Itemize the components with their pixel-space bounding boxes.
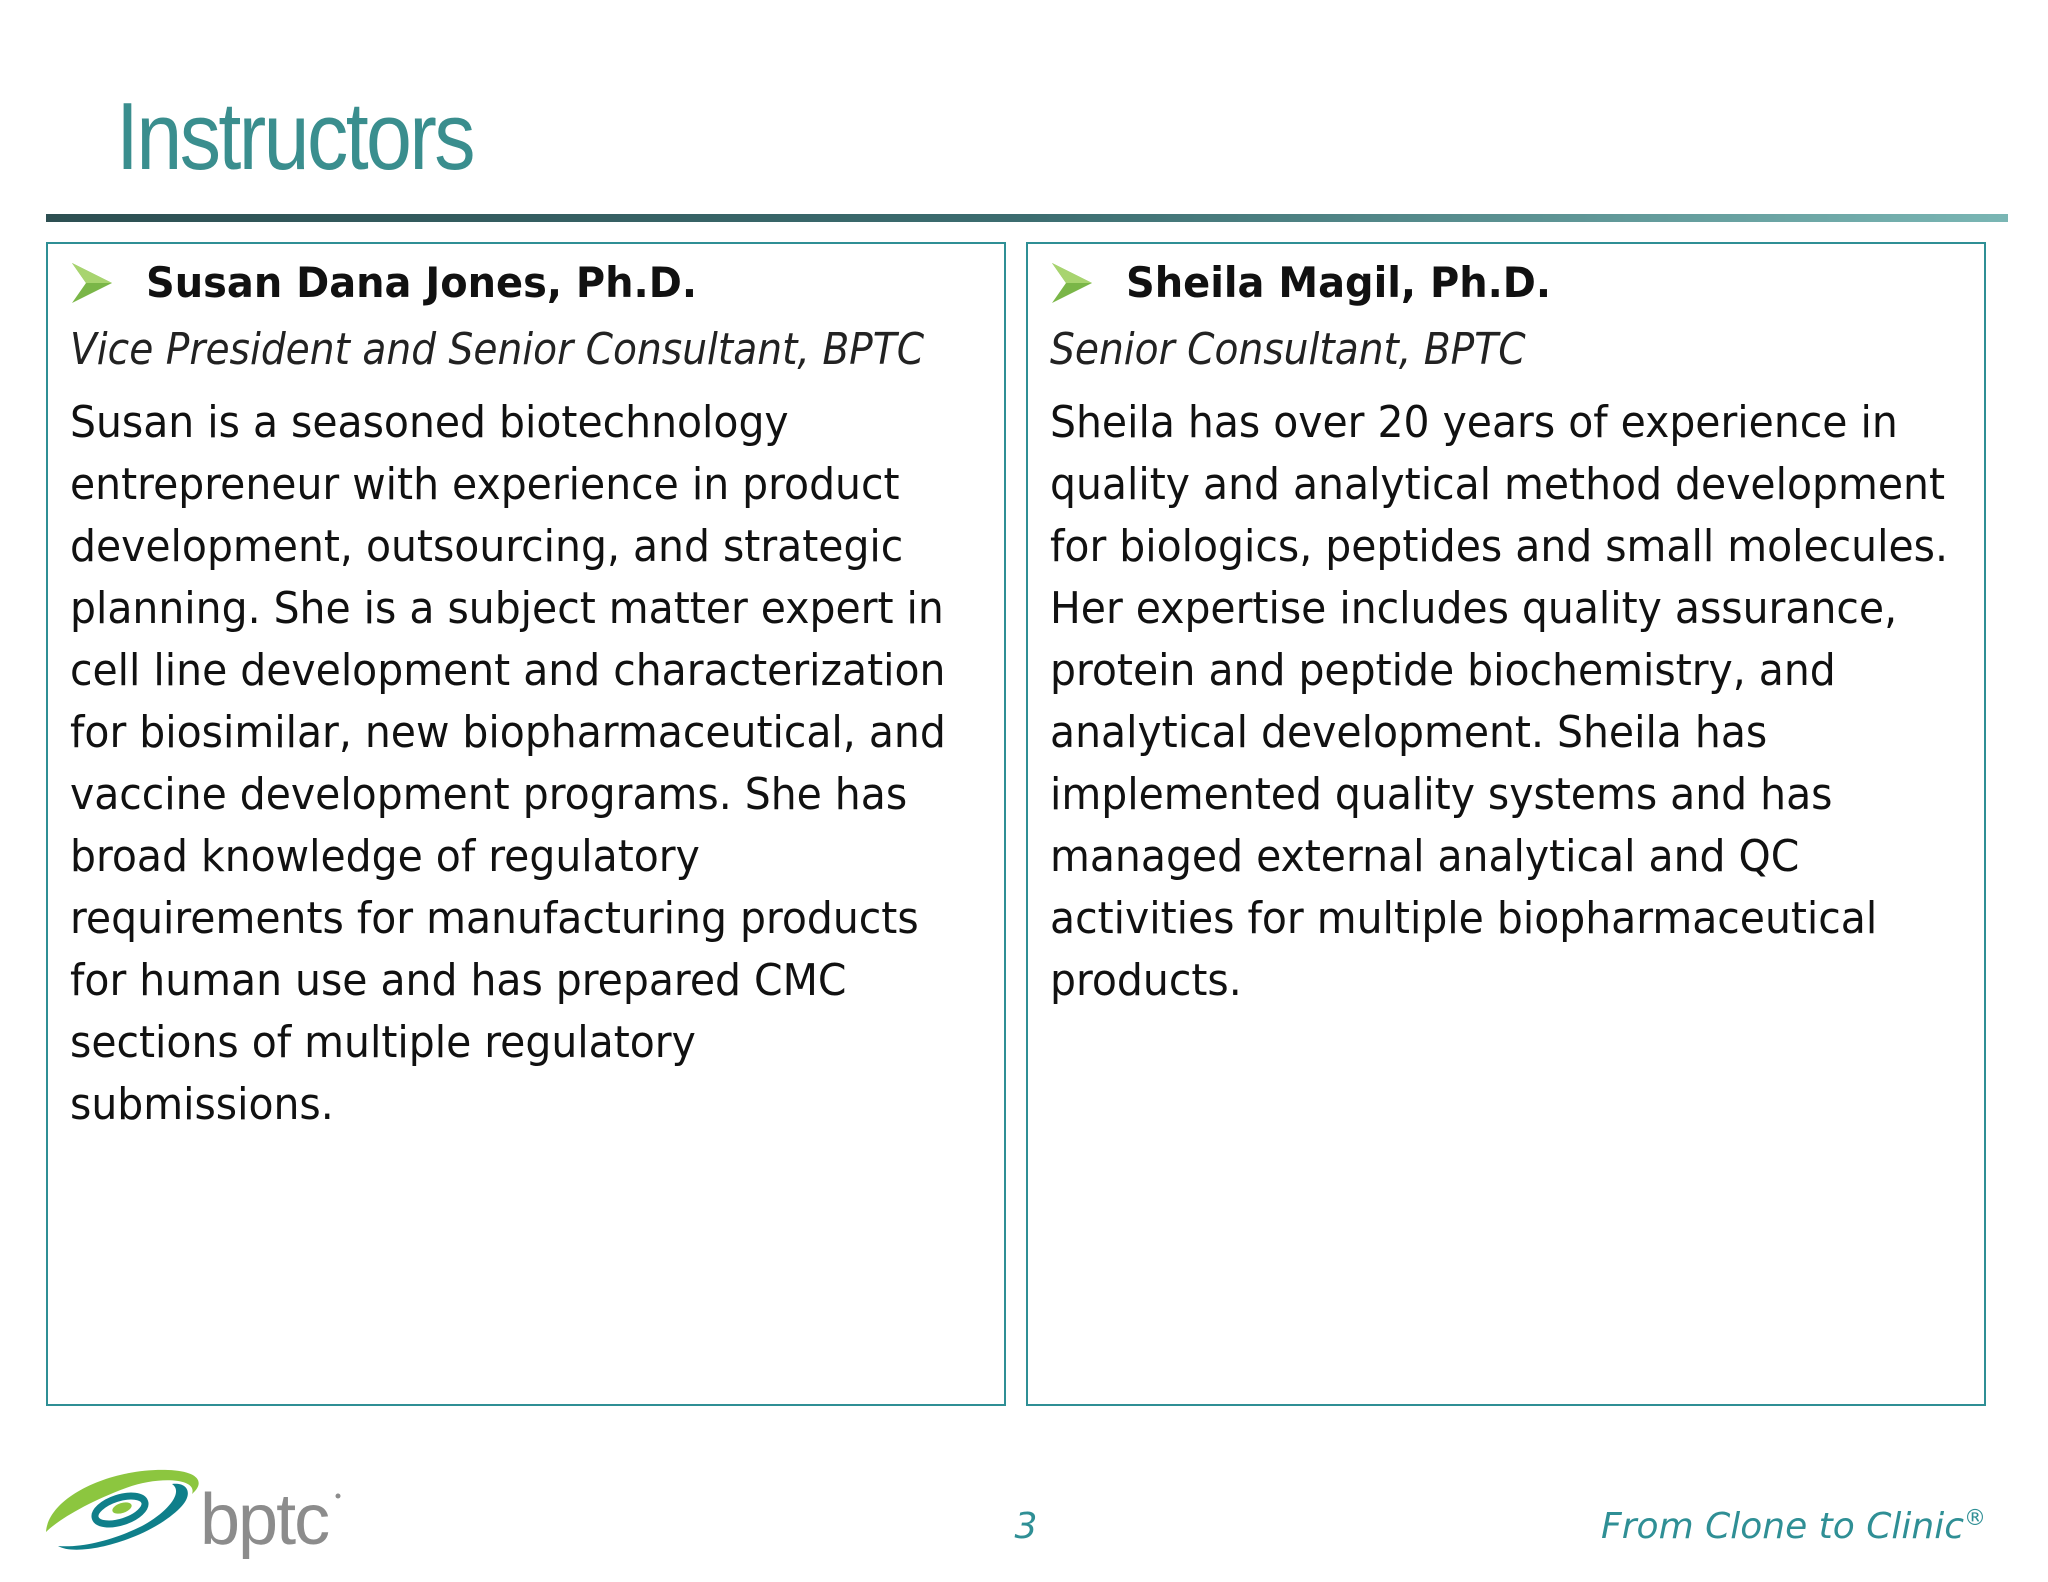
bio-line: sections of multiple regulatory <box>70 1017 696 1068</box>
swirl-logo-icon <box>46 1470 199 1550</box>
instructor-panel-sheila <box>1026 242 1986 1406</box>
bio-line: broad knowledge of regulatory <box>70 831 700 882</box>
bptc-logo <box>38 1448 358 1568</box>
bio-line: Sheila has over 20 years of experience in <box>1050 397 1898 448</box>
instructor-name-row <box>1050 258 1573 307</box>
bio-line: quality and analytical method development <box>1050 459 1945 510</box>
instructor-bio <box>70 392 946 1136</box>
bio-line: planning. She is a subject matter expert in <box>70 583 944 634</box>
bio-line: activities for multiple biopharmaceutical <box>1050 893 1878 944</box>
logo-wordmark: bptc <box>200 1480 329 1560</box>
bio-line: for biosimilar, new biopharmaceutical, and <box>70 707 946 758</box>
tagline <box>1601 1506 1986 1547</box>
slide-title: Instructors <box>116 83 474 190</box>
bio-line: implemented quality systems and has <box>1050 769 1833 820</box>
instructor-role: Vice President and Senior Consultant, BPTC <box>70 324 925 375</box>
title-divider <box>46 214 2008 222</box>
bio-line: for human use and has prepared CMC <box>70 955 847 1006</box>
page-number: 3 <box>1014 1506 1038 1547</box>
tagline-text: From Clone to Clinic <box>1601 1506 1964 1547</box>
instructor-name: Susan Dana Jones, Ph.D. <box>146 258 697 307</box>
bio-line: Her expertise includes quality assurance, <box>1050 583 1898 634</box>
instructor-panel-susan <box>46 242 1006 1406</box>
bio-line: requirements for manufacturing products <box>70 893 919 944</box>
bio-line: vaccine development programs. She has <box>70 769 908 820</box>
bio-line: managed external analytical and QC <box>1050 831 1800 882</box>
bio-line: Susan is a seasoned biotechnology <box>70 397 789 448</box>
instructor-bio <box>1050 392 1948 1012</box>
instructor-name-row <box>70 258 726 307</box>
instructor-name: Sheila Magil, Ph.D. <box>1126 258 1552 307</box>
bio-line: for biologics, peptides and small molecules. <box>1050 521 1948 572</box>
bio-line: cell line development and characterization <box>70 645 946 696</box>
bio-line: submissions. <box>70 1079 334 1130</box>
bio-line: development, outsourcing, and strategic <box>70 521 904 572</box>
bio-line: protein and peptide biochemistry, and <box>1050 645 1836 696</box>
registered-mark: ® <box>1964 1506 1986 1531</box>
bio-line: analytical development. Sheila has <box>1050 707 1768 758</box>
instructor-role: Senior Consultant, BPTC <box>1050 324 1526 375</box>
bio-line: products. <box>1050 955 1242 1006</box>
arrow-bullet-icon <box>70 260 114 306</box>
arrow-bullet-icon <box>1050 260 1094 306</box>
bio-line: entrepreneur with experience in product <box>70 459 900 510</box>
